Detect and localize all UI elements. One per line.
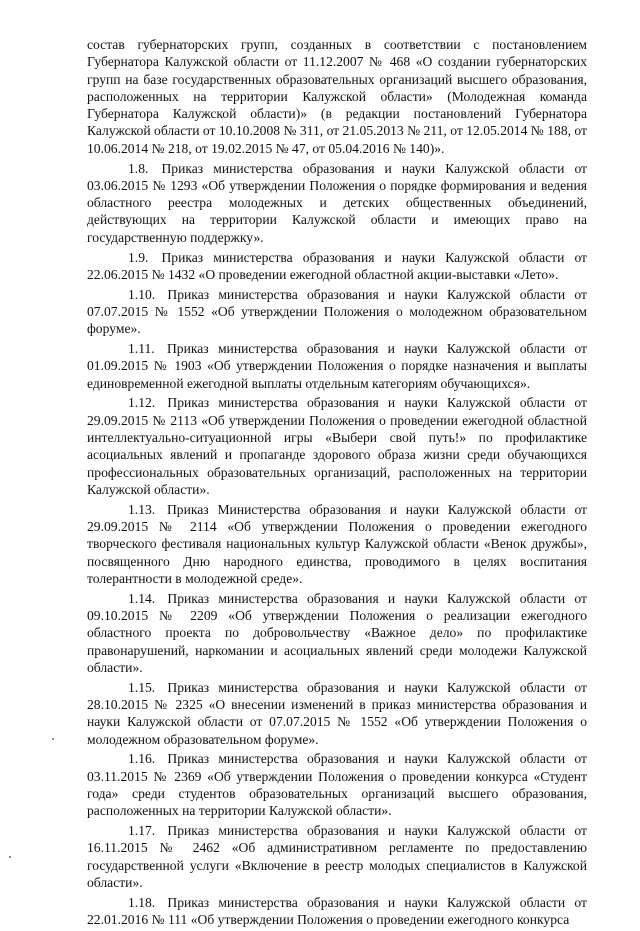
item-text: Приказ Министерства образования и науки Калужской области от 29.09.2015 № 2114 «Об утверждении Положения о проведении ежегодного творческого фестиваля национальных культур Калужской области «Венок дружбы», посвященного Дню народного единства, проводимого в целях воспитания толерантности в молодежной среде». [87,501,588,586]
item-number: 1.9. [128,249,149,265]
item-text: Приказ министерства образования и науки Калужской области от 03.11.2015 № 2369 «Об утверждении Положения о проведении конкурса «Студент года» среди студентов образовательных организаций высшего образования, расположенных на территории Калужской области». [87,751,587,819]
list-item [87,340,587,392]
item-text: Приказ министерства образования и науки Калужской области от 22.01.2016 № 111 «Об утверждении Положения о проведении ежегодного конкурса [87,894,587,928]
list-item [87,394,587,498]
intro-paragraph: состав губернаторских групп, созданных в соответствии с постановлением Губернатора Калужской области от 11.12.2007 № 468 «О создании губернаторских групп на базе государственных образовательных организаций высшего образования, расположенных на территории Калужской области» (Молодежная команда Губернатора Калужской области)» (в редакции постановлений Губернатора Калужской области от 10.10.2008 № 311, от 21.05.2013 № 211, от 12.05.2014 № 188, от 10.06.2014 № 218, от 19.02.2015 № 47, от 05.04.2016 № 140)». [87,37,587,156]
item-number: 1.16. [128,751,156,767]
list-item [87,286,587,338]
item-text: Приказ министерства образования и науки Калужской области от 16.11.2015 № 2462 «Об административном регламенте по предоставлению государственной услуги «Включение в реестр молодых специалистов в Калужской области». [87,823,587,890]
item-number: 1.15. [128,679,156,695]
item-number: 1.12. [128,395,156,411]
item-number: 1.17. [128,823,156,839]
scan-speck [9,856,11,858]
list-item [87,160,587,246]
list-item [87,679,587,748]
item-number: 1.13. [128,501,156,517]
item-number: 1.18. [128,894,156,910]
item-number: 1.10. [128,286,156,302]
item-text: Приказ министерства образования и науки Калужской области от 09.10.2015 № 2209 «Об утверждении Положения о реализации ежегодного областного проекта по добровольчеству «Важное дело» по профилактике правонарушений, наркомании и асоциальных явлений среди молодежи Калужской области». [87,590,587,675]
item-text: Приказ министерства образования и науки Калужской области от 03.06.2015 № 1293 «Об утверждении Положения о порядке формирования и ведения областного реестра молодежных и детских общественных объединений, действующих на территории Калужской области и имеющих право на государственную поддержку». [87,160,587,245]
item-text: Приказ министерства образования и науки Калужской области от 22.06.2015 № 1432 «О проведении ежегодной областной акции-выставки «Лето». [87,249,587,282]
item-text: Приказ министерства образования и науки Калужской области от 07.07.2015 № 1552 «Об утверждении Положения о молодежном образовательном форуме». [87,286,587,337]
list-item [87,894,587,929]
item-text: Приказ министерства образования и науки Калужской области от 01.09.2015 № 1903 «Об утверждении Положения о порядке назначения и выплаты единовременной ежегодной выплаты отдельным категориям обучающихся». [87,341,587,391]
scan-speck [52,738,54,740]
list-item [87,590,587,676]
document-body [87,36,587,931]
list-item [87,249,587,284]
item-number: 1.8. [128,160,149,176]
item-text: Приказ министерства образования и науки Калужской области от 28.10.2015 № 2325 «О внесении изменений в приказ министерства образования и науки Калужской области от 07.07.2015 № 1552 «Об утверждении Положения о молодежном образовательном форуме». [87,679,587,747]
list-item [87,501,587,587]
item-text: Приказ министерства образования и науки Калужской области от 29.09.2015 № 2113 «Об утверждении Положения о проведении ежегодной областной интеллектуально-ситуационной игры «Выбери свой путь!» по профилактике асоциальных явлений и пропаганде здорового образа жизни среди обучающихся профессиональных образовательных организаций, расположенных на территории Калужской области». [87,395,587,497]
item-number: 1.11. [128,341,155,357]
item-number: 1.14. [128,590,156,606]
list-item [87,750,587,819]
